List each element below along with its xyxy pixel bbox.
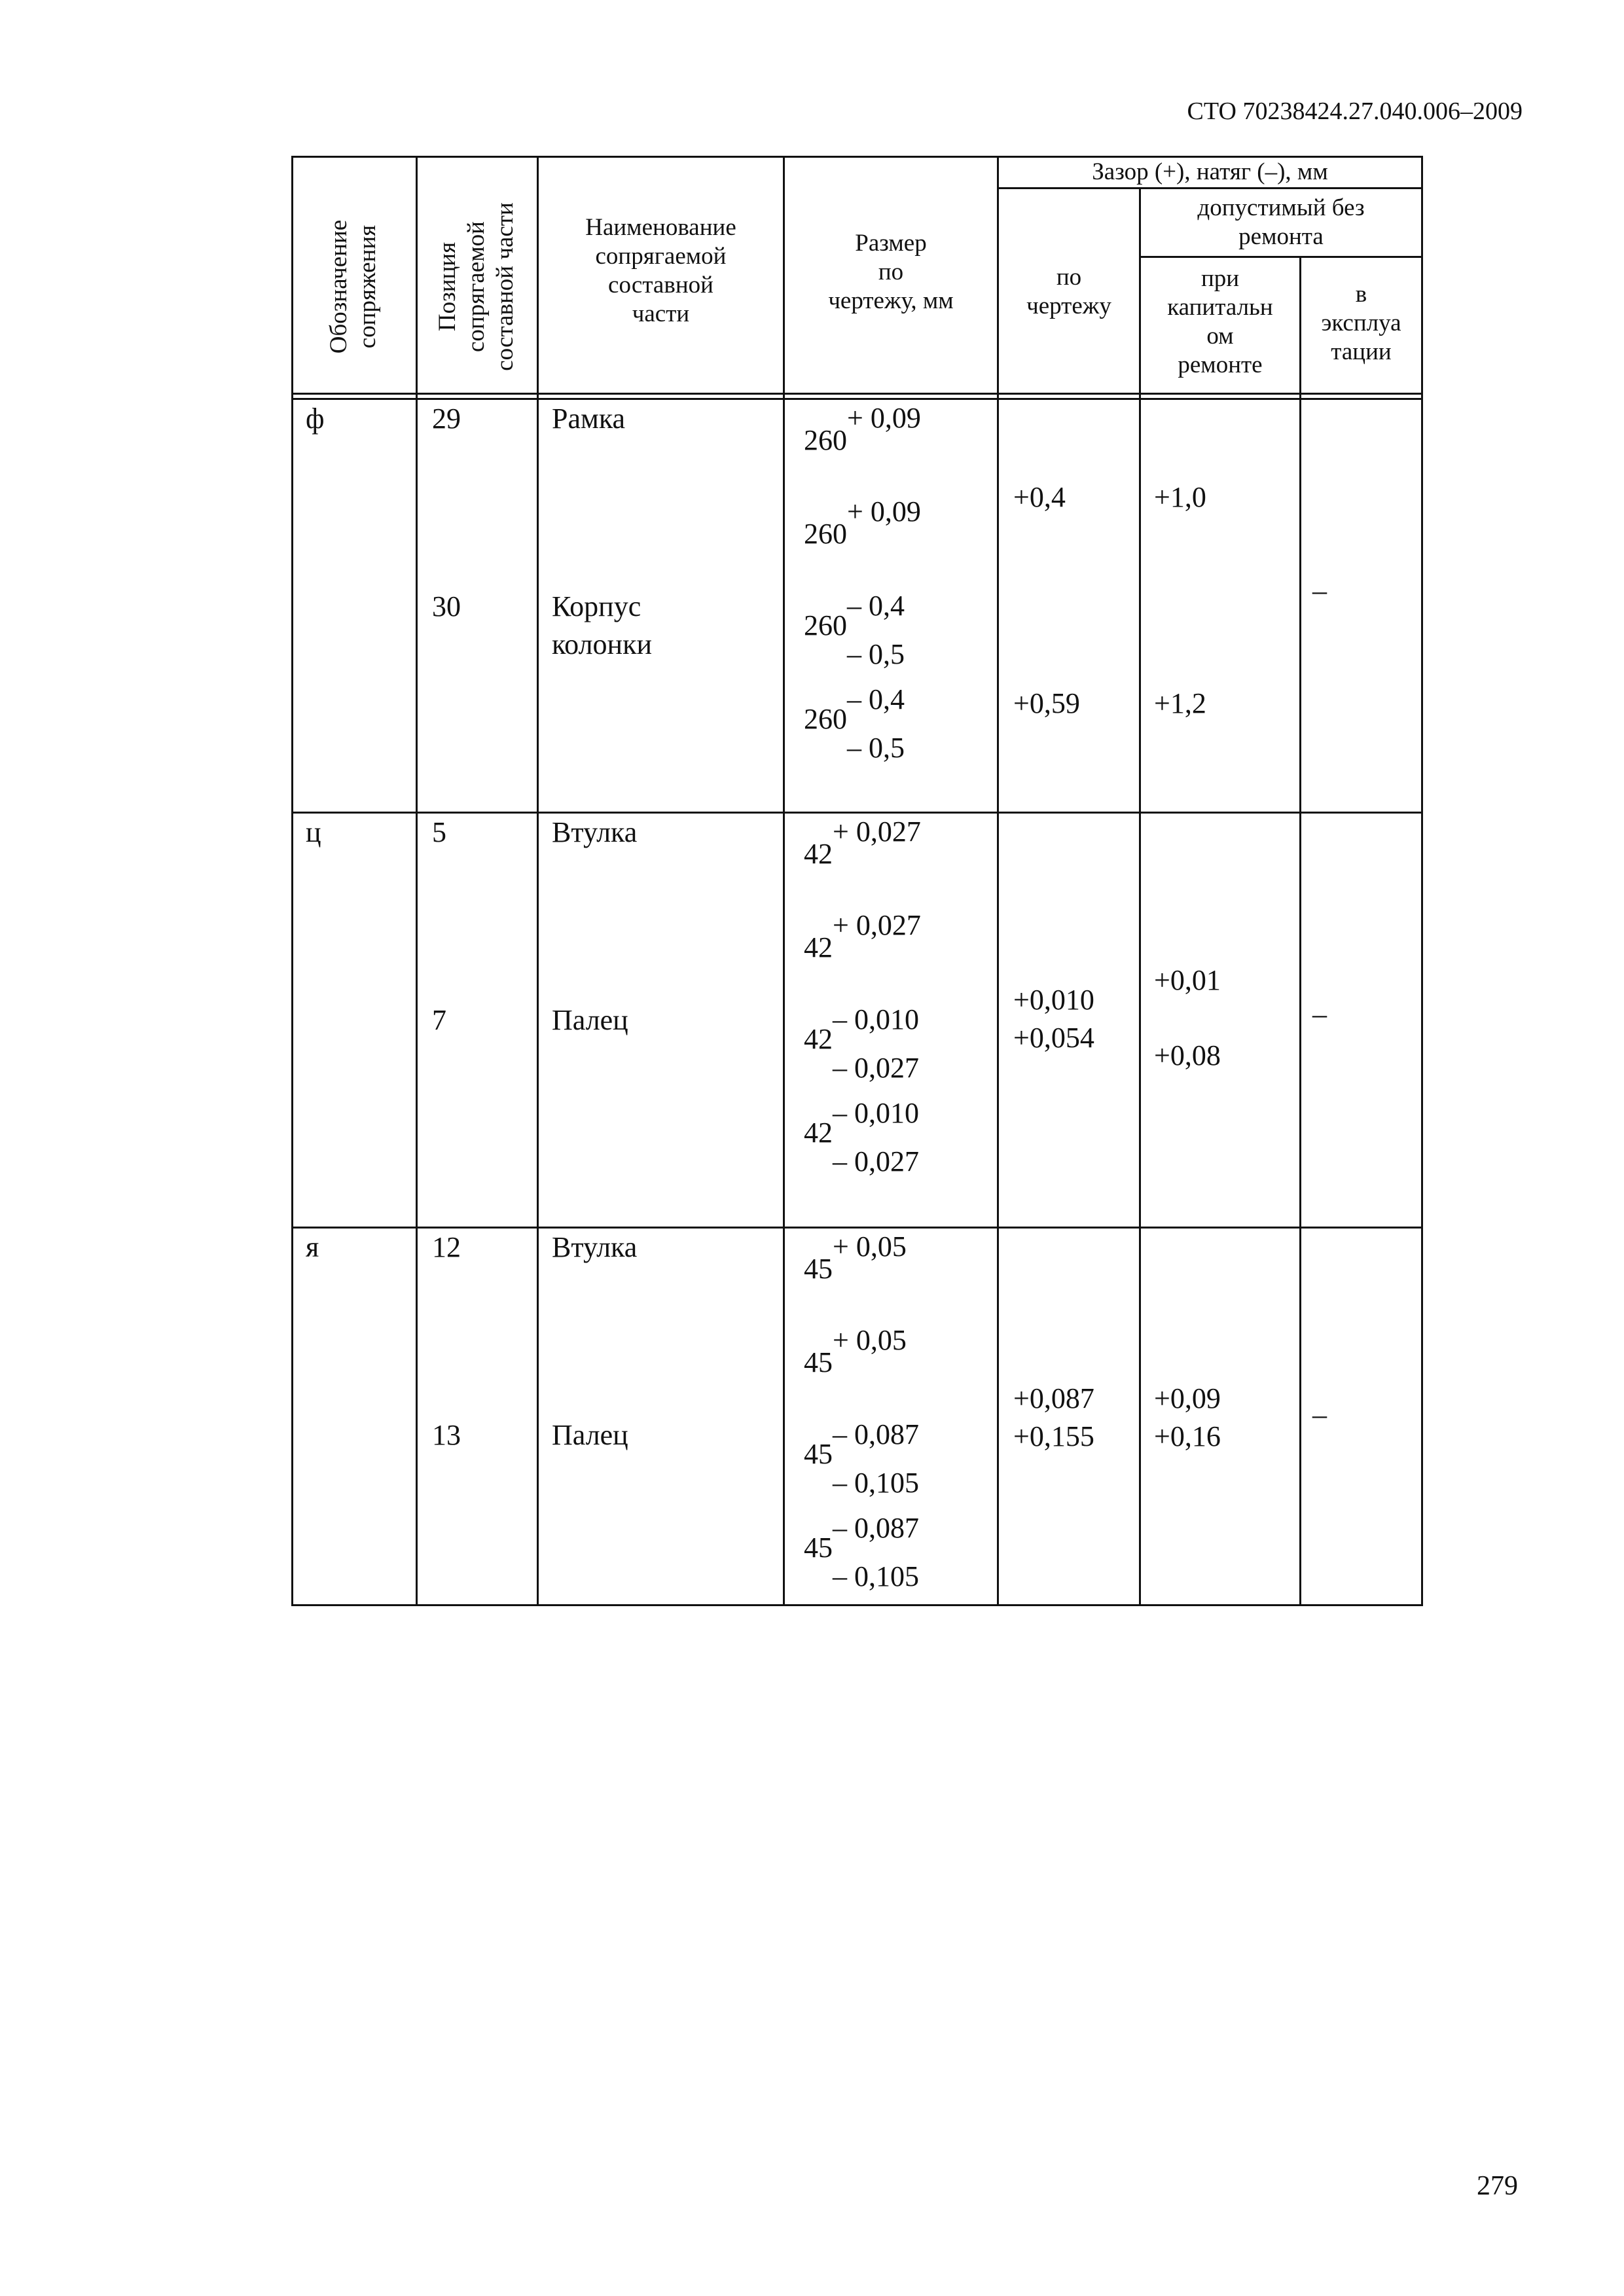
- tolerance-table: [291, 156, 1423, 1606]
- size-nominal: 260: [804, 518, 847, 550]
- gap-by-drawing: +0,59: [1013, 687, 1080, 719]
- gap-by-drawing: +0,155: [1013, 1420, 1094, 1452]
- part-name: Рамка: [552, 403, 626, 435]
- header-text-line: тации: [1331, 338, 1392, 365]
- size-nominal: 45: [804, 1346, 833, 1378]
- header-text-line: при: [1200, 265, 1240, 292]
- header-text-line: допустимый без: [1197, 194, 1365, 221]
- header-rule-gap: [997, 187, 1423, 189]
- size-upper-deviation: + 0,05: [833, 1230, 907, 1263]
- header-text-line: ремонта: [1238, 223, 1324, 250]
- header-text-line: по: [1056, 264, 1082, 291]
- size-upper-deviation: + 0,09: [847, 495, 921, 528]
- header-text-line: в: [1355, 281, 1367, 308]
- part-position: 7: [432, 1004, 446, 1036]
- part-name: Втулка: [552, 816, 638, 848]
- gap-capital-repair: +0,16: [1154, 1420, 1221, 1452]
- header-text-line: по: [878, 259, 904, 285]
- gap-capital-repair: +0,01: [1154, 964, 1221, 996]
- column-rule: [783, 156, 785, 1606]
- header-text-line: чертежу, мм: [828, 287, 954, 314]
- mating-designation: я: [306, 1231, 319, 1263]
- header-gap-drawing: [999, 263, 1139, 321]
- size-nominal: 45: [804, 1532, 833, 1564]
- part-name: Палец: [552, 1004, 628, 1036]
- header-text-line: сопряжения: [354, 224, 381, 349]
- header-allowed: [1141, 194, 1421, 251]
- gap-by-drawing: +0,4: [1013, 481, 1066, 513]
- header-text-line: ремонте: [1178, 351, 1263, 378]
- header-text-line: эксплуа: [1321, 310, 1401, 336]
- table-border-left: [291, 156, 293, 1606]
- size-lower-deviation: – 0,5: [847, 638, 905, 670]
- gap-capital-repair: +0,08: [1154, 1039, 1221, 1071]
- header-text-line: капитальн: [1167, 294, 1273, 321]
- size-upper-deviation: + 0,05: [833, 1324, 907, 1356]
- mating-designation: ц: [306, 816, 321, 848]
- size-upper-deviation: – 0,087: [833, 1512, 919, 1544]
- header-text-line: Размер: [855, 230, 927, 257]
- gap-by-drawing: +0,054: [1013, 1022, 1094, 1054]
- gap-operation: –: [1312, 1399, 1327, 1431]
- header-text-line: Наименование: [585, 214, 736, 241]
- size-upper-deviation: – 0,4: [847, 590, 905, 622]
- part-position: 13: [432, 1419, 461, 1451]
- size-nominal: 42: [804, 1023, 833, 1055]
- column-rule: [416, 156, 418, 1606]
- table-border-right: [1421, 156, 1423, 1606]
- part-name: Корпус: [552, 590, 641, 622]
- size-nominal: 260: [804, 424, 847, 456]
- size-lower-deviation: – 0,027: [833, 1145, 919, 1177]
- header-text-line: сопрягаемой: [595, 243, 727, 270]
- size-upper-deviation: + 0,027: [833, 816, 921, 848]
- size-nominal: 45: [804, 1438, 833, 1470]
- column-rule: [1139, 187, 1141, 1606]
- header-text-line: Позиция: [434, 242, 461, 332]
- part-position: 30: [432, 590, 461, 622]
- gap-by-drawing: +0,010: [1013, 984, 1094, 1016]
- column-rule: [537, 156, 539, 1606]
- header-text-line: составной: [608, 272, 713, 298]
- size-nominal: 260: [804, 609, 847, 641]
- mating-designation: ф: [306, 403, 325, 435]
- size-lower-deviation: – 0,027: [833, 1052, 919, 1084]
- header-text-line: чертежу: [1026, 293, 1111, 319]
- header-gap: Зазор (+), натяг (–), мм: [1092, 158, 1328, 185]
- group-separator: [291, 812, 1423, 814]
- gap-capital-repair: +1,2: [1154, 687, 1206, 719]
- size-upper-deviation: – 0,010: [833, 1003, 919, 1035]
- part-name: Втулка: [552, 1231, 638, 1263]
- header-text-line: части: [632, 300, 690, 327]
- gap-operation: –: [1312, 998, 1327, 1030]
- size-upper-deviation: – 0,087: [833, 1418, 919, 1450]
- gap-capital-repair: +0,09: [1154, 1382, 1221, 1414]
- header-position: [433, 172, 520, 401]
- size-upper-deviation: – 0,010: [833, 1097, 919, 1129]
- part-position: 29: [432, 403, 461, 435]
- part-position: 12: [432, 1231, 461, 1263]
- header-text-line: ом: [1206, 323, 1234, 350]
- header-designation: [325, 172, 382, 401]
- size-nominal: 42: [804, 1117, 833, 1149]
- size-nominal: 42: [804, 838, 833, 870]
- header-text-line: сопрягаемой: [463, 221, 490, 352]
- group-separator: [291, 1227, 1423, 1229]
- size-upper-deviation: + 0,09: [847, 402, 921, 434]
- header-text-line: Обозначение: [325, 219, 352, 354]
- size-nominal: 260: [804, 703, 847, 735]
- header-rule-allowed: [1139, 256, 1423, 258]
- column-rule: [997, 156, 999, 1606]
- part-position: 5: [432, 816, 446, 848]
- table-border-bottom: [291, 1604, 1423, 1606]
- document-code: СТО 70238424.27.040.006–2009: [1187, 98, 1523, 125]
- header-capital-repair: [1141, 264, 1299, 380]
- header-name: [539, 213, 783, 329]
- size-upper-deviation: – 0,4: [847, 683, 905, 715]
- column-rule: [1299, 256, 1301, 1606]
- gap-by-drawing: +0,087: [1013, 1382, 1094, 1414]
- gap-operation: –: [1312, 575, 1327, 607]
- size-lower-deviation: – 0,5: [847, 732, 905, 764]
- size-nominal: 42: [804, 931, 833, 963]
- size-nominal: 45: [804, 1253, 833, 1285]
- gap-capital-repair: +1,0: [1154, 481, 1206, 513]
- page-number: 279: [1477, 2171, 1518, 2201]
- header-size: [785, 229, 997, 315]
- header-operation: [1301, 280, 1421, 367]
- header-text-line: составной части: [492, 202, 518, 371]
- size-lower-deviation: – 0,105: [833, 1467, 919, 1499]
- size-upper-deviation: + 0,027: [833, 909, 921, 941]
- size-lower-deviation: – 0,105: [833, 1560, 919, 1592]
- part-name: Палец: [552, 1419, 628, 1451]
- part-name: колонки: [552, 628, 652, 660]
